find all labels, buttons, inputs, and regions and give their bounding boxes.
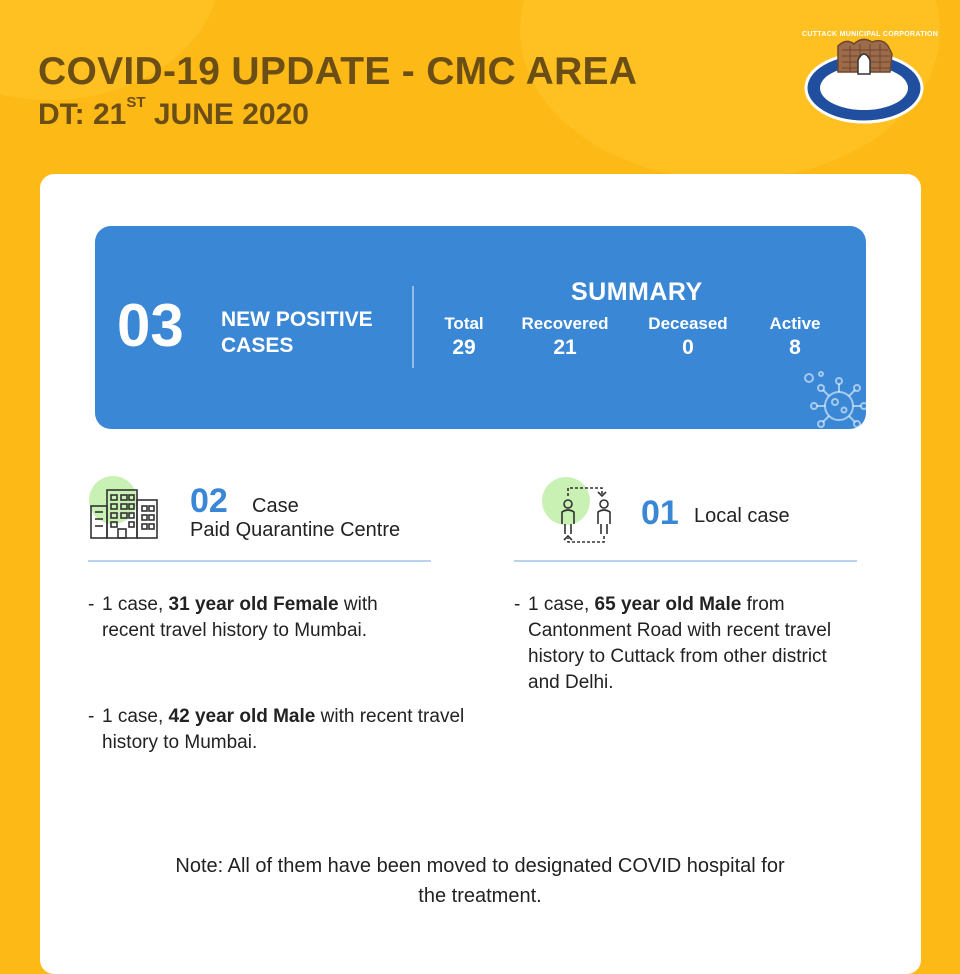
stat-deceased [642,314,734,360]
footer-note: Note: All of them have been moved to designated COVID hospital for the treatment. [175,855,785,907]
stat-value: 0 [682,336,694,359]
quarantine-case-2: - 1 case, 42 year old Male with recent travel history to Mumbai. [88,706,465,753]
stat-label: Active [769,314,821,333]
local-label: Local case [694,505,790,527]
stat-value: 8 [789,336,801,359]
summary-divider [412,286,414,368]
stat-total [442,314,486,360]
new-cases-count: 03 [117,292,184,359]
quarantine-divider [88,560,431,562]
building-icon [85,474,165,544]
quarantine-case-1: - 1 case, 31 year old Female with recent travel history to Mumbai. [88,594,378,641]
new-cases-label: NEW POSITIVE CASES [221,308,373,357]
local-divider [514,560,857,562]
page-title: COVID-19 UPDATE - CMC AREA [38,50,638,93]
summary-panel [95,226,866,429]
quarantine-icon-wrap [85,474,165,544]
local-case-1: - 1 case, 65 year old Male from Cantonment Road with recent travel history to Cuttack from other district and Delhi. [514,594,832,693]
stat-label: Total [444,314,484,333]
summary-title: SUMMARY [571,278,703,306]
people-transfer-icon [540,474,620,546]
stat-value: 29 [452,336,476,359]
cmc-logo [802,31,939,128]
content-card [40,174,921,974]
local-count: 01 [641,494,679,532]
stat-label: Deceased [648,314,728,333]
stat-value: 21 [553,336,577,359]
quarantine-sublabel: Paid Quarantine Centre [190,519,401,541]
stat-active [767,314,823,360]
quarantine-count: 02 [190,482,228,520]
svg-text:CUTTACK MUNICIPAL CORPORATION: CUTTACK MUNICIPAL CORPORATION [802,31,939,38]
quarantine-label: Case [252,495,299,517]
stat-label: Recovered [521,314,609,333]
page-date: DT: 21ST JUNE 2020 [38,94,309,131]
virus-icon [799,370,869,432]
stat-recovered [515,314,615,360]
local-icon-wrap [540,474,620,546]
